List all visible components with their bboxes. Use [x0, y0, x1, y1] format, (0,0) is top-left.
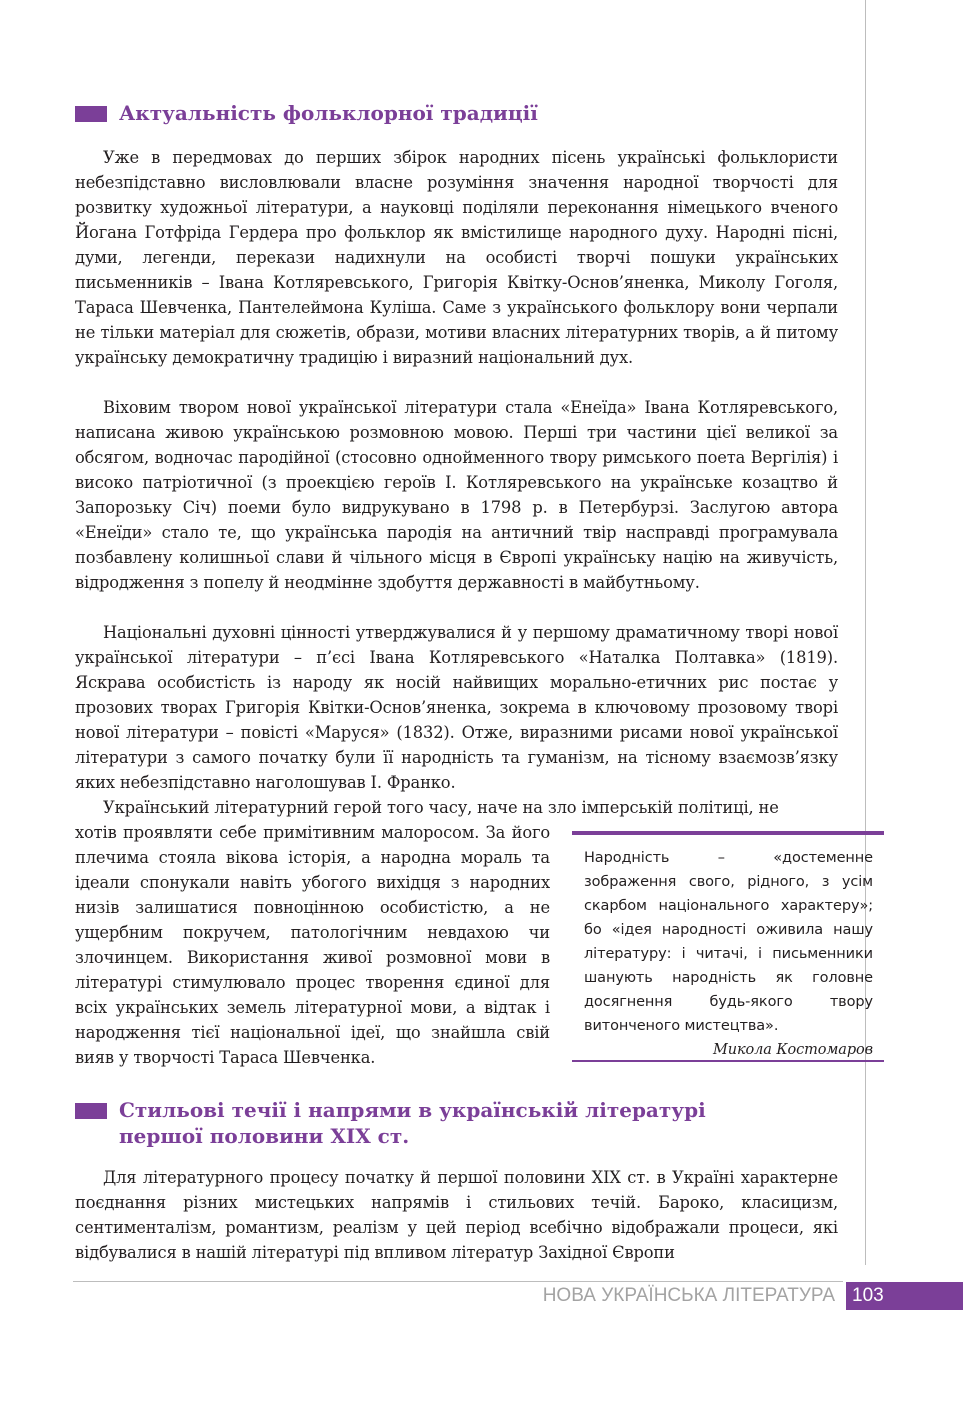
paragraph-4-rest: хотів проявляти себе примітивним малоросом. За його плечима стояла вікова історія, а народна мораль та ідеали спонукали навіть убогого вихідця з народних низів залишатися повноцінною особистістю, а не ущербним покручем, патологічним невдахою чи злочинцем. Використання живої розмовної мови в літературі стимулювало процес творення єдиної для всіх українських земель літературної мови, а відтак і народження тієї національної ідеї, що знайшла свій вияв у творчості Тараса Шевченка. — [75, 823, 550, 1067]
sidebar-top-rule — [572, 831, 884, 835]
section-title-line-2: першої половини ХІХ ст. — [119, 1124, 410, 1148]
paragraph-2: Віховим твором нової української літератури стала «Енеїда» Івана Котляревського, написана живою українською розмовною мовою. Перші три частини цієї великої за обсягом, водночас пародійної (стосовно однойменного твору римського поета Вергілія) і високо патріотичної (з проекцією героїв І. Котляревського на українське козацтво й Запорозьку Січ) поеми було видрукувано в 1798 р. в Петербурзі. Заслугою автора «Енеїди» стало те, що українська пародія на античний твір насправді програмувала позбавлену колишньої слави й чільного місця в Європі українську націю на живучість, відродження з попелу й неодмінне здобуття державності в майбутньому. — [75, 398, 838, 592]
paragraph-1: Уже в передмовах до перших збірок народних пісень українські фольклористи небезпідставно висловлювали власне розуміння значення народної творчості для розвитку художньої літератури, а науковці поділяли переконання німецького вченого Йогана Готфріда Гердера про фольклор як вмістилище народного духу. Народні пісні, думи, легенди, перекази надихнули на особисті творчі пошуки українських письменників – Івана Котляревського, Григорія Квітку-Основ’яненка, Миколу Гоголя, Тараса Шевченка, Пантелеймона Куліша. Саме з українського фольклору вони черпали не тільки матеріал для сюжетів, образи, мотиви власних літературних творів, а й питому українську демократичну традицію і виразний національний дух. — [75, 148, 838, 367]
page-number-box — [846, 1282, 963, 1310]
section-heading-styles — [75, 1097, 865, 1153]
heading-marker — [75, 106, 107, 122]
heading-marker — [75, 1103, 107, 1119]
footer-book-title: НОВА УКРАЇНСЬКА ЛІТЕРАТУРА — [542, 1285, 835, 1306]
paragraph-styles-1: Для літературного процесу початку й першої половини ХІХ ст. в Україні характерне поєднання різних мистецьких напрямів і стильових течій. Бароко, класицизм, сентименталізм, романтизм, реалізм у цей період всебічно відображали процеси, які відбувалися в нашій літературі під впливом літератур Західної Європи — [75, 1168, 838, 1262]
sidebar-author: Микола Костомаров — [712, 1042, 873, 1058]
paragraph-3: Національні духовні цінності утверджувалися й у першому драматичному творі нової української літератури – п’єсі Івана Котляревського «Наталка Полтавка» (1819). Яскрава особистість із народу як носій найвищих морально-етичних рис постає у прозових творах Григорія Квітки-Основ’яненка, зокрема в ключовому прозовому творі нової літератури – повісті «Маруся» (1832). Отже, виразними рисами нової української літератури з самого початку були її народність та гуманізм, на тісному взаємозв’язку яких небезпідставно наголошував І. Франко. — [75, 623, 838, 792]
sidebar-bottom-rule — [572, 1060, 884, 1062]
section-title-line-1: Стильові течії і напрями в українській літературі — [119, 1098, 706, 1122]
footer-rule — [73, 1281, 843, 1282]
sidebar-content — [584, 846, 873, 1062]
page-number: 103 — [852, 1285, 884, 1306]
page-margin-rule — [865, 0, 866, 1265]
sidebar-quote: Народність – «достеменне зображення свого, рідного, з усім скарбом національного характеру»; бо «ідея народності оживила нашу літературу: і читачі, і письменники шанують народність як головне досягнення будь-якого твору витонченого мистецтва». — [584, 850, 873, 1034]
section-heading-folklore — [75, 100, 865, 130]
paragraph-4-first-line: Український літературний герой того часу, наче на зло імперській політиці, не — [103, 798, 779, 817]
section-title: Актуальність фольклорної традиції — [119, 101, 538, 125]
